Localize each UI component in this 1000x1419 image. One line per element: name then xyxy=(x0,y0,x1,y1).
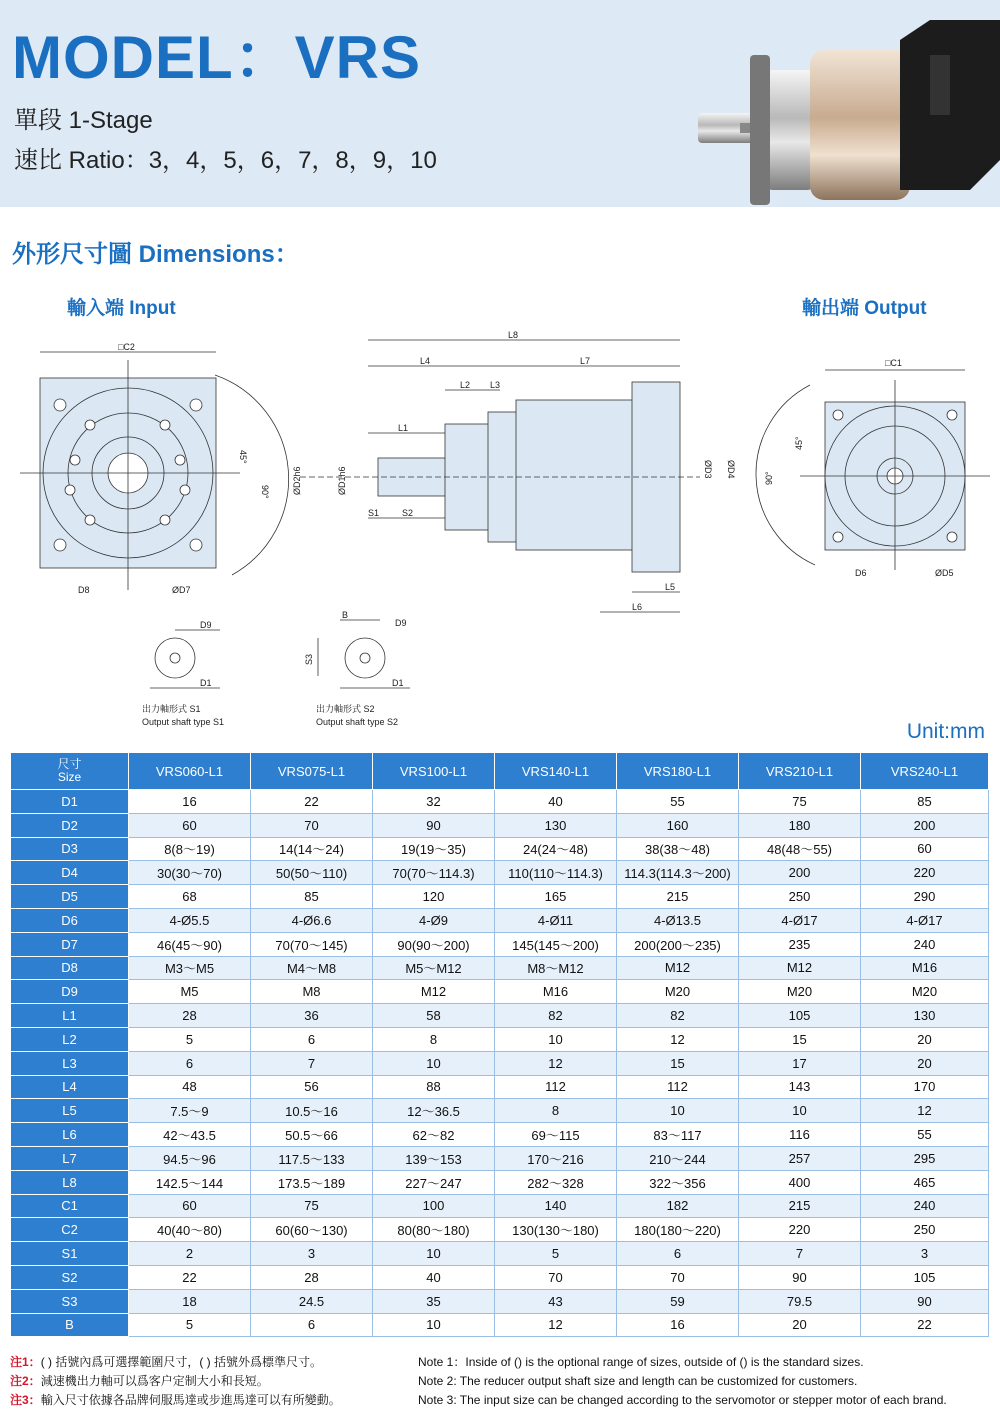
table-cell: 220 xyxy=(861,861,989,885)
row-label: C1 xyxy=(11,1194,129,1218)
row-label: D3 xyxy=(11,837,129,861)
table-cell: M12 xyxy=(617,956,739,980)
table-row xyxy=(11,980,989,1004)
label-b: B xyxy=(342,610,349,620)
table-cell: 60 xyxy=(129,1194,251,1218)
row-label: D1 xyxy=(11,790,129,814)
row-label: D9 xyxy=(11,980,129,1004)
table-row xyxy=(11,1099,989,1123)
table-cell: 18 xyxy=(129,1289,251,1313)
table-cell: 90(90～200) xyxy=(373,932,495,956)
table-cell: M3～M5 xyxy=(129,956,251,980)
row-label: L7 xyxy=(11,1146,129,1170)
table-row xyxy=(11,790,989,814)
table-row xyxy=(11,837,989,861)
table-cell: 70 xyxy=(495,1265,617,1289)
table-cell: 6 xyxy=(251,1027,373,1051)
label-d7: ØD7 xyxy=(172,585,191,595)
table-cell: 160 xyxy=(617,813,739,837)
label-l2: L2 xyxy=(460,380,471,390)
table-cell: 8 xyxy=(495,1099,617,1123)
table-row xyxy=(11,861,989,885)
note-en-2: Note 2: The reducer output shaft size and length can be customized for customers. xyxy=(418,1374,858,1388)
label-l3: L3 xyxy=(490,380,501,390)
label-s2: S2 xyxy=(402,508,414,518)
table-cell: 5 xyxy=(495,1242,617,1266)
table-cell: 4-Ø9 xyxy=(373,908,495,932)
table-cell: 6 xyxy=(251,1313,373,1337)
table-cell: 12 xyxy=(861,1099,989,1123)
table-cell: 90 xyxy=(861,1289,989,1313)
row-label: L8 xyxy=(11,1170,129,1194)
table-cell: 79.5 xyxy=(739,1289,861,1313)
table-cell: 94.5～96 xyxy=(129,1146,251,1170)
table-cell: 6 xyxy=(617,1242,739,1266)
table-row xyxy=(11,1075,989,1099)
table-cell: 58 xyxy=(373,1004,495,1028)
row-label: B xyxy=(11,1313,129,1337)
notes-zh xyxy=(10,1353,410,1410)
table-cell: 10 xyxy=(373,1313,495,1337)
table-cell: 60 xyxy=(129,813,251,837)
table-cell: 143 xyxy=(739,1075,861,1099)
table-cell: M12 xyxy=(739,956,861,980)
row-label: S1 xyxy=(11,1242,129,1266)
row-label: L1 xyxy=(11,1004,129,1028)
table-cell: 250 xyxy=(739,885,861,909)
table-cell: 50(50～110) xyxy=(251,861,373,885)
table-cell: 10 xyxy=(373,1242,495,1266)
table-cell: M4～M8 xyxy=(251,956,373,980)
label-l8: L8 xyxy=(508,330,519,340)
label-45-in: 45° xyxy=(238,450,248,464)
row-label: D6 xyxy=(11,908,129,932)
label-s1: S1 xyxy=(368,508,380,518)
shaft-s1-zh: 出力軸形式 S1 xyxy=(142,704,201,714)
table-cell: 38(38～48) xyxy=(617,837,739,861)
row-label: S3 xyxy=(11,1289,129,1313)
table-cell: 200 xyxy=(861,813,989,837)
table-cell: 83～117 xyxy=(617,1123,739,1147)
table-cell: 116 xyxy=(739,1123,861,1147)
table-cell: 220 xyxy=(739,1218,861,1242)
note-en-1: Note 1：Inside of () is the optional range of sizes, outside of () is the standard sizes. xyxy=(418,1355,864,1369)
table-cell: 42～43.5 xyxy=(129,1123,251,1147)
table-cell: 8(8～19) xyxy=(129,837,251,861)
table-cell: 85 xyxy=(251,885,373,909)
table-cell: 215 xyxy=(739,1194,861,1218)
table-cell: 400 xyxy=(739,1170,861,1194)
row-label: D4 xyxy=(11,861,129,885)
table-cell: 165 xyxy=(495,885,617,909)
table-cell: 40 xyxy=(495,790,617,814)
table-cell: 4-Ø13.5 xyxy=(617,908,739,932)
table-cell: 257 xyxy=(739,1146,861,1170)
table-row xyxy=(11,1004,989,1028)
table-row xyxy=(11,932,989,956)
label-c2: □C2 xyxy=(118,342,135,352)
table-cell: 4-Ø5.5 xyxy=(129,908,251,932)
header-banner xyxy=(0,0,1000,207)
input-flange-view xyxy=(20,352,289,590)
label-d9-s1: D9 xyxy=(200,620,212,630)
label-s3: S3 xyxy=(304,653,314,665)
label-d5: ØD5 xyxy=(935,568,954,578)
table-cell: M5 xyxy=(129,980,251,1004)
row-label: L2 xyxy=(11,1027,129,1051)
table-cell: 88 xyxy=(373,1075,495,1099)
table-cell: 60 xyxy=(861,837,989,861)
label-d3: ØD3 xyxy=(703,460,713,479)
table-cell: 170 xyxy=(861,1075,989,1099)
table-cell: 2 xyxy=(129,1242,251,1266)
table-cell: 3 xyxy=(251,1242,373,1266)
row-label: D7 xyxy=(11,932,129,956)
table-cell: 114.3(114.3～200) xyxy=(617,861,739,885)
table-cell: 5 xyxy=(129,1313,251,1337)
table-cell: 130(130～180) xyxy=(495,1218,617,1242)
table-cell: 282～328 xyxy=(495,1170,617,1194)
table-cell: 28 xyxy=(251,1265,373,1289)
table-cell: 22 xyxy=(129,1265,251,1289)
table-cell: 20 xyxy=(861,1051,989,1075)
label-d8: D8 xyxy=(78,585,90,595)
table-cell: 70(70～114.3) xyxy=(373,861,495,885)
table-cell: 112 xyxy=(617,1075,739,1099)
table-cell: 90 xyxy=(739,1265,861,1289)
table-cell: 70 xyxy=(251,813,373,837)
table-cell: 7.5～9 xyxy=(129,1099,251,1123)
table-cell: 182 xyxy=(617,1194,739,1218)
table-row xyxy=(11,1313,989,1337)
dimension-drawing xyxy=(0,320,1000,740)
table-cell: M16 xyxy=(495,980,617,1004)
table-cell: M16 xyxy=(861,956,989,980)
label-90-out: 90° xyxy=(764,471,774,485)
label-l4: L4 xyxy=(420,356,431,366)
table-cell: 30(30～70) xyxy=(129,861,251,885)
label-c1: □C1 xyxy=(885,358,902,368)
size-header: 尺寸 Size xyxy=(11,753,129,790)
table-cell: 180(180～220) xyxy=(617,1218,739,1242)
row-label: D5 xyxy=(11,885,129,909)
label-90-in: 90° xyxy=(260,485,270,499)
table-cell: 59 xyxy=(617,1289,739,1313)
table-cell: 20 xyxy=(861,1027,989,1051)
table-row xyxy=(11,908,989,932)
table-cell: 10 xyxy=(739,1099,861,1123)
table-cell: 120 xyxy=(373,885,495,909)
table-cell: 55 xyxy=(617,790,739,814)
shaft-s1-en: Output shaft type S1 xyxy=(142,717,225,727)
table-cell: 90 xyxy=(373,813,495,837)
table-cell: 14(14～24) xyxy=(251,837,373,861)
table-cell: 12 xyxy=(495,1313,617,1337)
notes-en xyxy=(418,1353,998,1410)
table-cell: 200 xyxy=(739,861,861,885)
table-cell: 68 xyxy=(129,885,251,909)
table-cell: 173.5～189 xyxy=(251,1170,373,1194)
table-cell: 100 xyxy=(373,1194,495,1218)
table-cell: 295 xyxy=(861,1146,989,1170)
table-cell: 75 xyxy=(251,1194,373,1218)
table-cell: 62～82 xyxy=(373,1123,495,1147)
table-cell: 235 xyxy=(739,932,861,956)
table-cell: 4-Ø6.6 xyxy=(251,908,373,932)
label-d9-s2: D9 xyxy=(395,618,407,628)
table-row xyxy=(11,1242,989,1266)
table-cell: 60(60～130) xyxy=(251,1218,373,1242)
gearbox-product-image xyxy=(680,10,1000,205)
table-cell: M8～M12 xyxy=(495,956,617,980)
note-en-3: Note 3: The input size can be changed according to the servomotor or stepper motor of each brand. xyxy=(418,1393,947,1407)
table-cell: 15 xyxy=(739,1027,861,1051)
table-cell: 16 xyxy=(129,790,251,814)
row-label: L5 xyxy=(11,1099,129,1123)
table-cell: 46(45～90) xyxy=(129,932,251,956)
table-cell: 8 xyxy=(373,1027,495,1051)
table-cell: 322～356 xyxy=(617,1170,739,1194)
table-cell: M8 xyxy=(251,980,373,1004)
label-d6: D6 xyxy=(855,568,867,578)
row-label: C2 xyxy=(11,1218,129,1242)
table-cell: M5～M12 xyxy=(373,956,495,980)
label-45-out: 45° xyxy=(794,436,804,450)
table-cell: 12 xyxy=(495,1051,617,1075)
row-label: L6 xyxy=(11,1123,129,1147)
table-cell: 142.5～144 xyxy=(129,1170,251,1194)
table-cell: 48 xyxy=(129,1075,251,1099)
table-cell: 180 xyxy=(739,813,861,837)
table-cell: 10 xyxy=(617,1099,739,1123)
label-l5: L5 xyxy=(665,582,676,592)
table-cell: 7 xyxy=(251,1051,373,1075)
table-row xyxy=(11,1218,989,1242)
table-row xyxy=(11,1289,989,1313)
spec-table xyxy=(10,752,989,1337)
table-cell: 75 xyxy=(739,790,861,814)
table-cell: 105 xyxy=(861,1265,989,1289)
output-label: 輸出端 Output xyxy=(802,298,927,319)
table-cell: 40 xyxy=(373,1265,495,1289)
table-cell: 130 xyxy=(861,1004,989,1028)
table-cell: 4-Ø11 xyxy=(495,908,617,932)
table-header-row xyxy=(11,753,989,790)
table-row xyxy=(11,1170,989,1194)
model-header: VRS075-L1 xyxy=(251,753,373,790)
table-cell: 24(24～48) xyxy=(495,837,617,861)
table-cell: 139～153 xyxy=(373,1146,495,1170)
table-cell: 250 xyxy=(861,1218,989,1242)
label-l7: L7 xyxy=(580,356,591,366)
model-header: VRS240-L1 xyxy=(861,753,989,790)
table-cell: 69～115 xyxy=(495,1123,617,1147)
table-cell: 240 xyxy=(861,1194,989,1218)
table-cell: 55 xyxy=(861,1123,989,1147)
row-label: S2 xyxy=(11,1265,129,1289)
table-cell: 48(48～55) xyxy=(739,837,861,861)
table-cell: 4-Ø17 xyxy=(861,908,989,932)
table-cell: 110(110～114.3) xyxy=(495,861,617,885)
table-cell: 20 xyxy=(739,1313,861,1337)
table-cell: 24.5 xyxy=(251,1289,373,1313)
unit-label: Unit:mm xyxy=(906,720,985,743)
table-cell: 215 xyxy=(617,885,739,909)
label-d1-s2: D1 xyxy=(392,678,404,688)
table-cell: 10.5～16 xyxy=(251,1099,373,1123)
table-cell: 17 xyxy=(739,1051,861,1075)
table-cell: 82 xyxy=(495,1004,617,1028)
table-cell: 36 xyxy=(251,1004,373,1028)
table-cell: 32 xyxy=(373,790,495,814)
label-d2h6: ØD2h6 xyxy=(292,466,302,495)
table-cell: 16 xyxy=(617,1313,739,1337)
table-cell: 112 xyxy=(495,1075,617,1099)
model-header: VRS180-L1 xyxy=(617,753,739,790)
table-cell: 10 xyxy=(495,1027,617,1051)
table-cell: 7 xyxy=(739,1242,861,1266)
label-d1h6: ØD1h6 xyxy=(337,466,347,495)
table-row xyxy=(11,1123,989,1147)
note-zh-2: 注2：減速機出力軸可以爲客户定制大小和長短。 xyxy=(10,1374,269,1388)
output-flange-view xyxy=(756,370,990,570)
table-row xyxy=(11,1146,989,1170)
table-cell: 140 xyxy=(495,1194,617,1218)
row-label: D2 xyxy=(11,813,129,837)
table-cell: 210～244 xyxy=(617,1146,739,1170)
table-cell: 22 xyxy=(861,1313,989,1337)
table-cell: 43 xyxy=(495,1289,617,1313)
table-cell: 35 xyxy=(373,1289,495,1313)
table-row xyxy=(11,956,989,980)
table-cell: 19(19～35) xyxy=(373,837,495,861)
table-cell: 170～216 xyxy=(495,1146,617,1170)
stage-text: 單段 1-Stage xyxy=(14,107,153,134)
shaft-s2-zh: 出力軸形式 S2 xyxy=(316,704,375,714)
table-cell: 22 xyxy=(251,790,373,814)
row-label: D8 xyxy=(11,956,129,980)
table-cell: 5 xyxy=(129,1027,251,1051)
table-cell: 227～247 xyxy=(373,1170,495,1194)
table-row xyxy=(11,1265,989,1289)
table-cell: 465 xyxy=(861,1170,989,1194)
shaft-s2-en: Output shaft type S2 xyxy=(316,717,399,727)
table-cell: 240 xyxy=(861,932,989,956)
row-label: L3 xyxy=(11,1051,129,1075)
table-cell: 15 xyxy=(617,1051,739,1075)
table-cell: 4-Ø17 xyxy=(739,908,861,932)
table-cell: 80(80～180) xyxy=(373,1218,495,1242)
table-cell: 40(40～80) xyxy=(129,1218,251,1242)
dimensions-title: 外形尺寸圖 Dimensions： xyxy=(12,241,299,268)
table-row xyxy=(11,1194,989,1218)
table-cell: 85 xyxy=(861,790,989,814)
input-label: 輸入端 Input xyxy=(67,298,176,319)
table-cell: 145(145～200) xyxy=(495,932,617,956)
model-header: VRS140-L1 xyxy=(495,753,617,790)
table-row xyxy=(11,1051,989,1075)
table-cell: 12 xyxy=(617,1027,739,1051)
table-cell: 290 xyxy=(861,885,989,909)
table-cell: M12 xyxy=(373,980,495,1004)
table-row xyxy=(11,1027,989,1051)
ratio-text: 速比 Ratio：3，4，5，6，7，8，9，10 xyxy=(14,147,437,174)
note-zh-1: 注1：( ) 括號內爲可選擇範圍尺寸，( ) 括號外爲標準尺寸。 xyxy=(10,1355,323,1369)
table-cell: 70(70～145) xyxy=(251,932,373,956)
table-cell: 117.5～133 xyxy=(251,1146,373,1170)
table-cell: 12～36.5 xyxy=(373,1099,495,1123)
row-label: L4 xyxy=(11,1075,129,1099)
table-cell: 50.5～66 xyxy=(251,1123,373,1147)
table-cell: 105 xyxy=(739,1004,861,1028)
table-cell: 56 xyxy=(251,1075,373,1099)
label-d4: ØD4 xyxy=(726,460,736,479)
table-cell: M20 xyxy=(617,980,739,1004)
model-header: VRS060-L1 xyxy=(129,753,251,790)
table-cell: M20 xyxy=(739,980,861,1004)
note-zh-3: 注3：輸入尺寸依據各品牌伺服馬達或步進馬達可以有所變動。 xyxy=(10,1393,341,1407)
table-cell: 3 xyxy=(861,1242,989,1266)
model-header: VRS210-L1 xyxy=(739,753,861,790)
table-cell: 70 xyxy=(617,1265,739,1289)
table-cell: 28 xyxy=(129,1004,251,1028)
label-l1: L1 xyxy=(398,423,409,433)
label-d1-s1: D1 xyxy=(200,678,212,688)
table-row xyxy=(11,813,989,837)
table-cell: 6 xyxy=(129,1051,251,1075)
table-cell: 200(200～235) xyxy=(617,932,739,956)
label-l6: L6 xyxy=(632,602,643,612)
table-cell: M20 xyxy=(861,980,989,1004)
table-cell: 130 xyxy=(495,813,617,837)
table-cell: 10 xyxy=(373,1051,495,1075)
table-cell: 82 xyxy=(617,1004,739,1028)
model-header: VRS100-L1 xyxy=(373,753,495,790)
table-row xyxy=(11,885,989,909)
model-title: MODEL：VRS xyxy=(12,24,422,91)
